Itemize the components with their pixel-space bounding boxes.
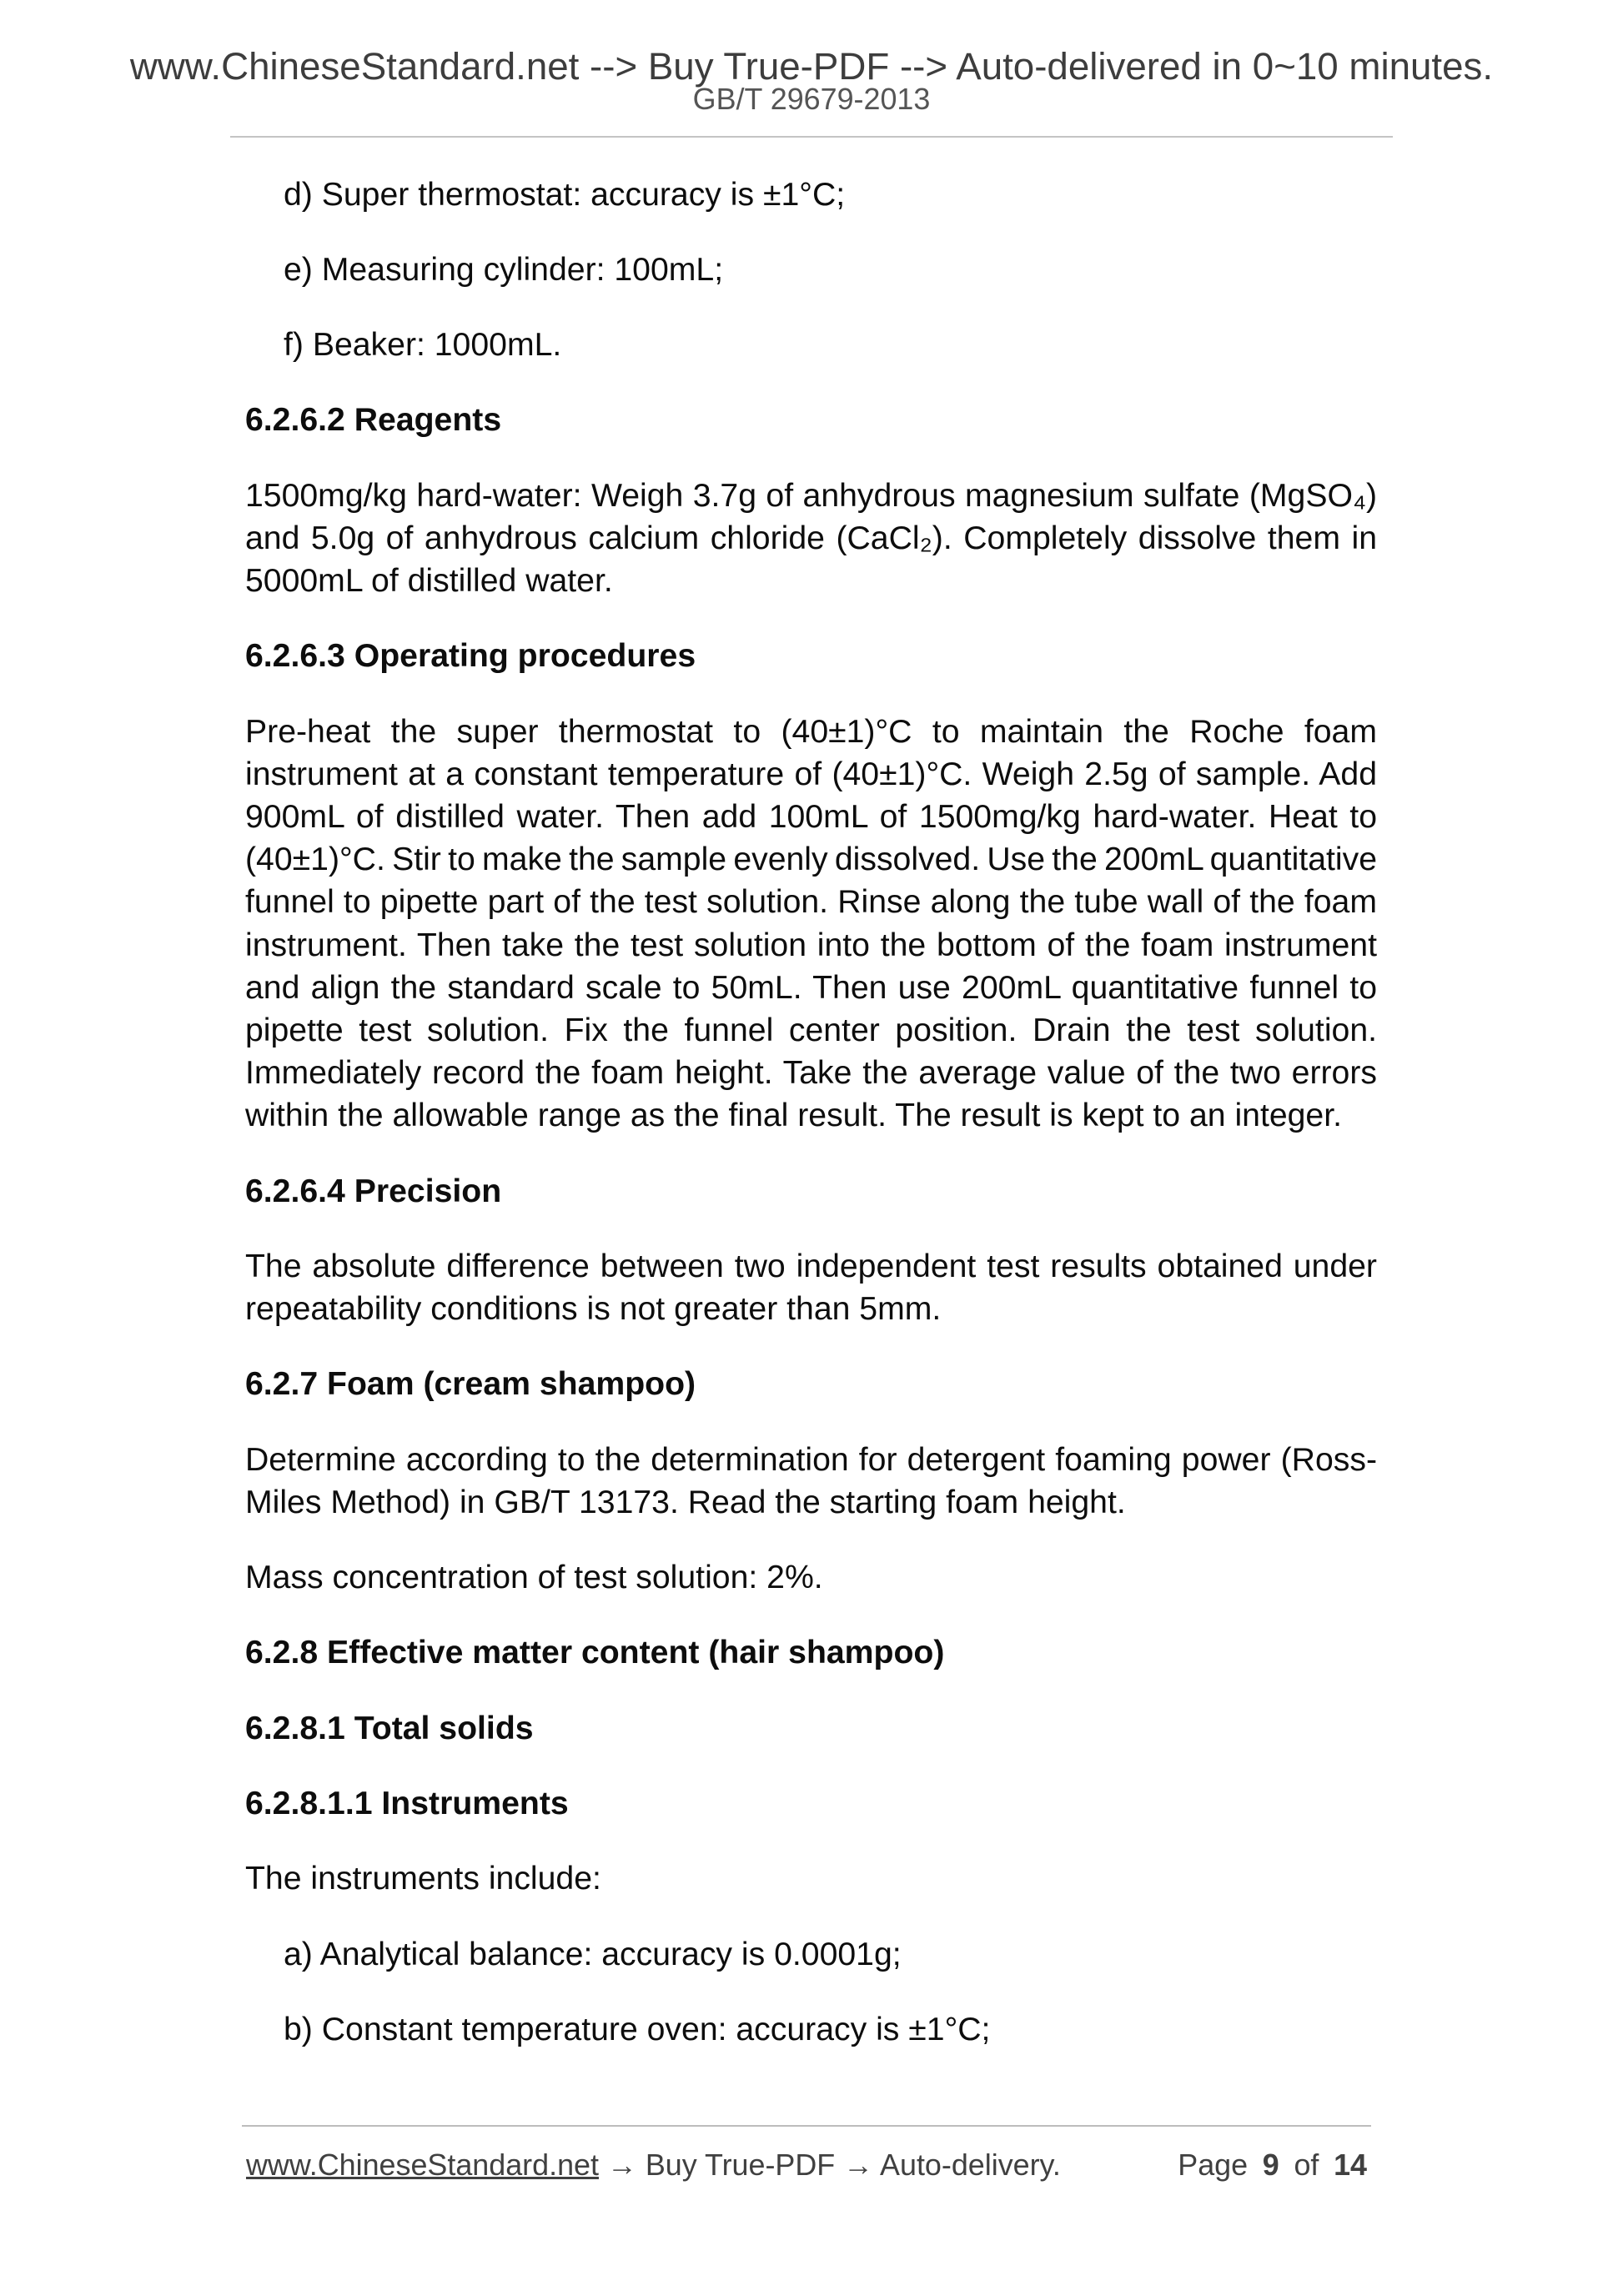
- page-total: 14: [1334, 2148, 1367, 2182]
- paragraph: [245, 1245, 1377, 1330]
- paragraph: [245, 1439, 1377, 1524]
- paragraph-line: (40±1)°C. Stir to make the sample evenly dissolved. Use the 200mL quantitative: [245, 842, 1377, 878]
- paragraph-line: 900mL of distilled water. Then add 100mL of 1500mg/kg hard-water. Heat to: [245, 799, 1377, 836]
- section-heading: 6.2.8.1.1 Instruments: [245, 1785, 569, 1821]
- paragraph-line: 5000mL of distilled water.: [245, 563, 613, 600]
- section-heading: 6.2.6.4 Precision: [245, 1173, 502, 1209]
- paragraph-line: 1500mg/kg hard-water: Weigh 3.7g of anhydrous magnesium sulfate (MgSO₄): [245, 477, 1377, 514]
- header-banner: www.ChineseStandard.net --> Buy True-PDF --> Auto-delivered in 0~10 minutes.: [129, 45, 1494, 88]
- paragraph: [245, 475, 1377, 603]
- page-number: 9: [1262, 2148, 1279, 2182]
- section-heading: 6.2.7 Foam (cream shampoo): [245, 1366, 696, 1403]
- footer-tagline: → Buy True-PDF → Auto-delivery.: [606, 2148, 1061, 2182]
- paragraph-line: and align the standard scale to 50mL. Then use 200mL quantitative funnel to: [245, 969, 1377, 1006]
- paragraph-line: Immediately record the foam height. Take the average value of the two errors: [245, 1055, 1377, 1092]
- paragraph-line: and 5.0g of anhydrous calcium chloride (CaCl₂). Completely dissolve them in: [245, 520, 1377, 556]
- list-item: a) Analytical balance: accuracy is 0.0001g;: [284, 1936, 902, 1972]
- paragraph-line: repeatability conditions is not greater than 5mm.: [245, 1291, 942, 1328]
- paragraph-line: Miles Method) in GB/T 13173. Read the starting foam height.: [245, 1484, 1126, 1520]
- page-label: Page: [1178, 2148, 1249, 2182]
- paragraph-line: Determine according to the determination for detergent foaming power (Ross-: [245, 1441, 1377, 1478]
- paragraph-line: pipette test solution. Fix the funnel center position. Drain the test solution.: [245, 1012, 1377, 1048]
- footer-site-link[interactable]: www.ChineseStandard.net: [246, 2148, 599, 2182]
- document-body: [245, 173, 1377, 2084]
- section-heading: 6.2.6.3 Operating procedures: [245, 638, 696, 675]
- page-indicator: [1178, 2148, 1367, 2182]
- paragraph-line: The absolute difference between two independent test results obtained under: [245, 1248, 1377, 1284]
- paragraph-line: instrument at a constant temperature of (40±1)°C. Weigh 2.5g of sample. Add: [245, 756, 1377, 792]
- paragraph-line: Pre-heat the super thermostat to (40±1)°C to maintain the Roche foam: [245, 713, 1377, 750]
- header-divider: [230, 136, 1393, 138]
- section-heading: 6.2.8.1 Total solids: [245, 1710, 534, 1746]
- paragraph: [245, 711, 1377, 1138]
- list-item: b) Constant temperature oven: accuracy is ±1°C;: [284, 2011, 991, 2047]
- standard-code: GB/T 29679-2013: [692, 83, 931, 116]
- list-item: d) Super thermostat: accuracy is ±1°C;: [284, 176, 846, 213]
- paragraph: Mass concentration of test solution: 2%.: [245, 1560, 823, 1596]
- paragraph-line: funnel to pipette part of the test solution. Rinse along the tube wall of the foam: [245, 884, 1377, 921]
- section-heading: 6.2.6.2 Reagents: [245, 402, 502, 439]
- list-item: f) Beaker: 1000mL.: [284, 327, 562, 364]
- paragraph-line: within the allowable range as the final result. The result is kept to an integer.: [245, 1098, 1342, 1134]
- paragraph: The instruments include:: [245, 1861, 601, 1897]
- paragraph-line: instrument. Then take the test solution into the bottom of the foam instrument: [245, 927, 1377, 963]
- list-item: e) Measuring cylinder: 100mL;: [284, 251, 724, 288]
- footer-divider: [242, 2125, 1371, 2127]
- footer-promo: [246, 2148, 1061, 2182]
- page-of-label: of: [1294, 2148, 1319, 2182]
- section-heading: 6.2.8 Effective matter content (hair shampoo): [245, 1635, 945, 1671]
